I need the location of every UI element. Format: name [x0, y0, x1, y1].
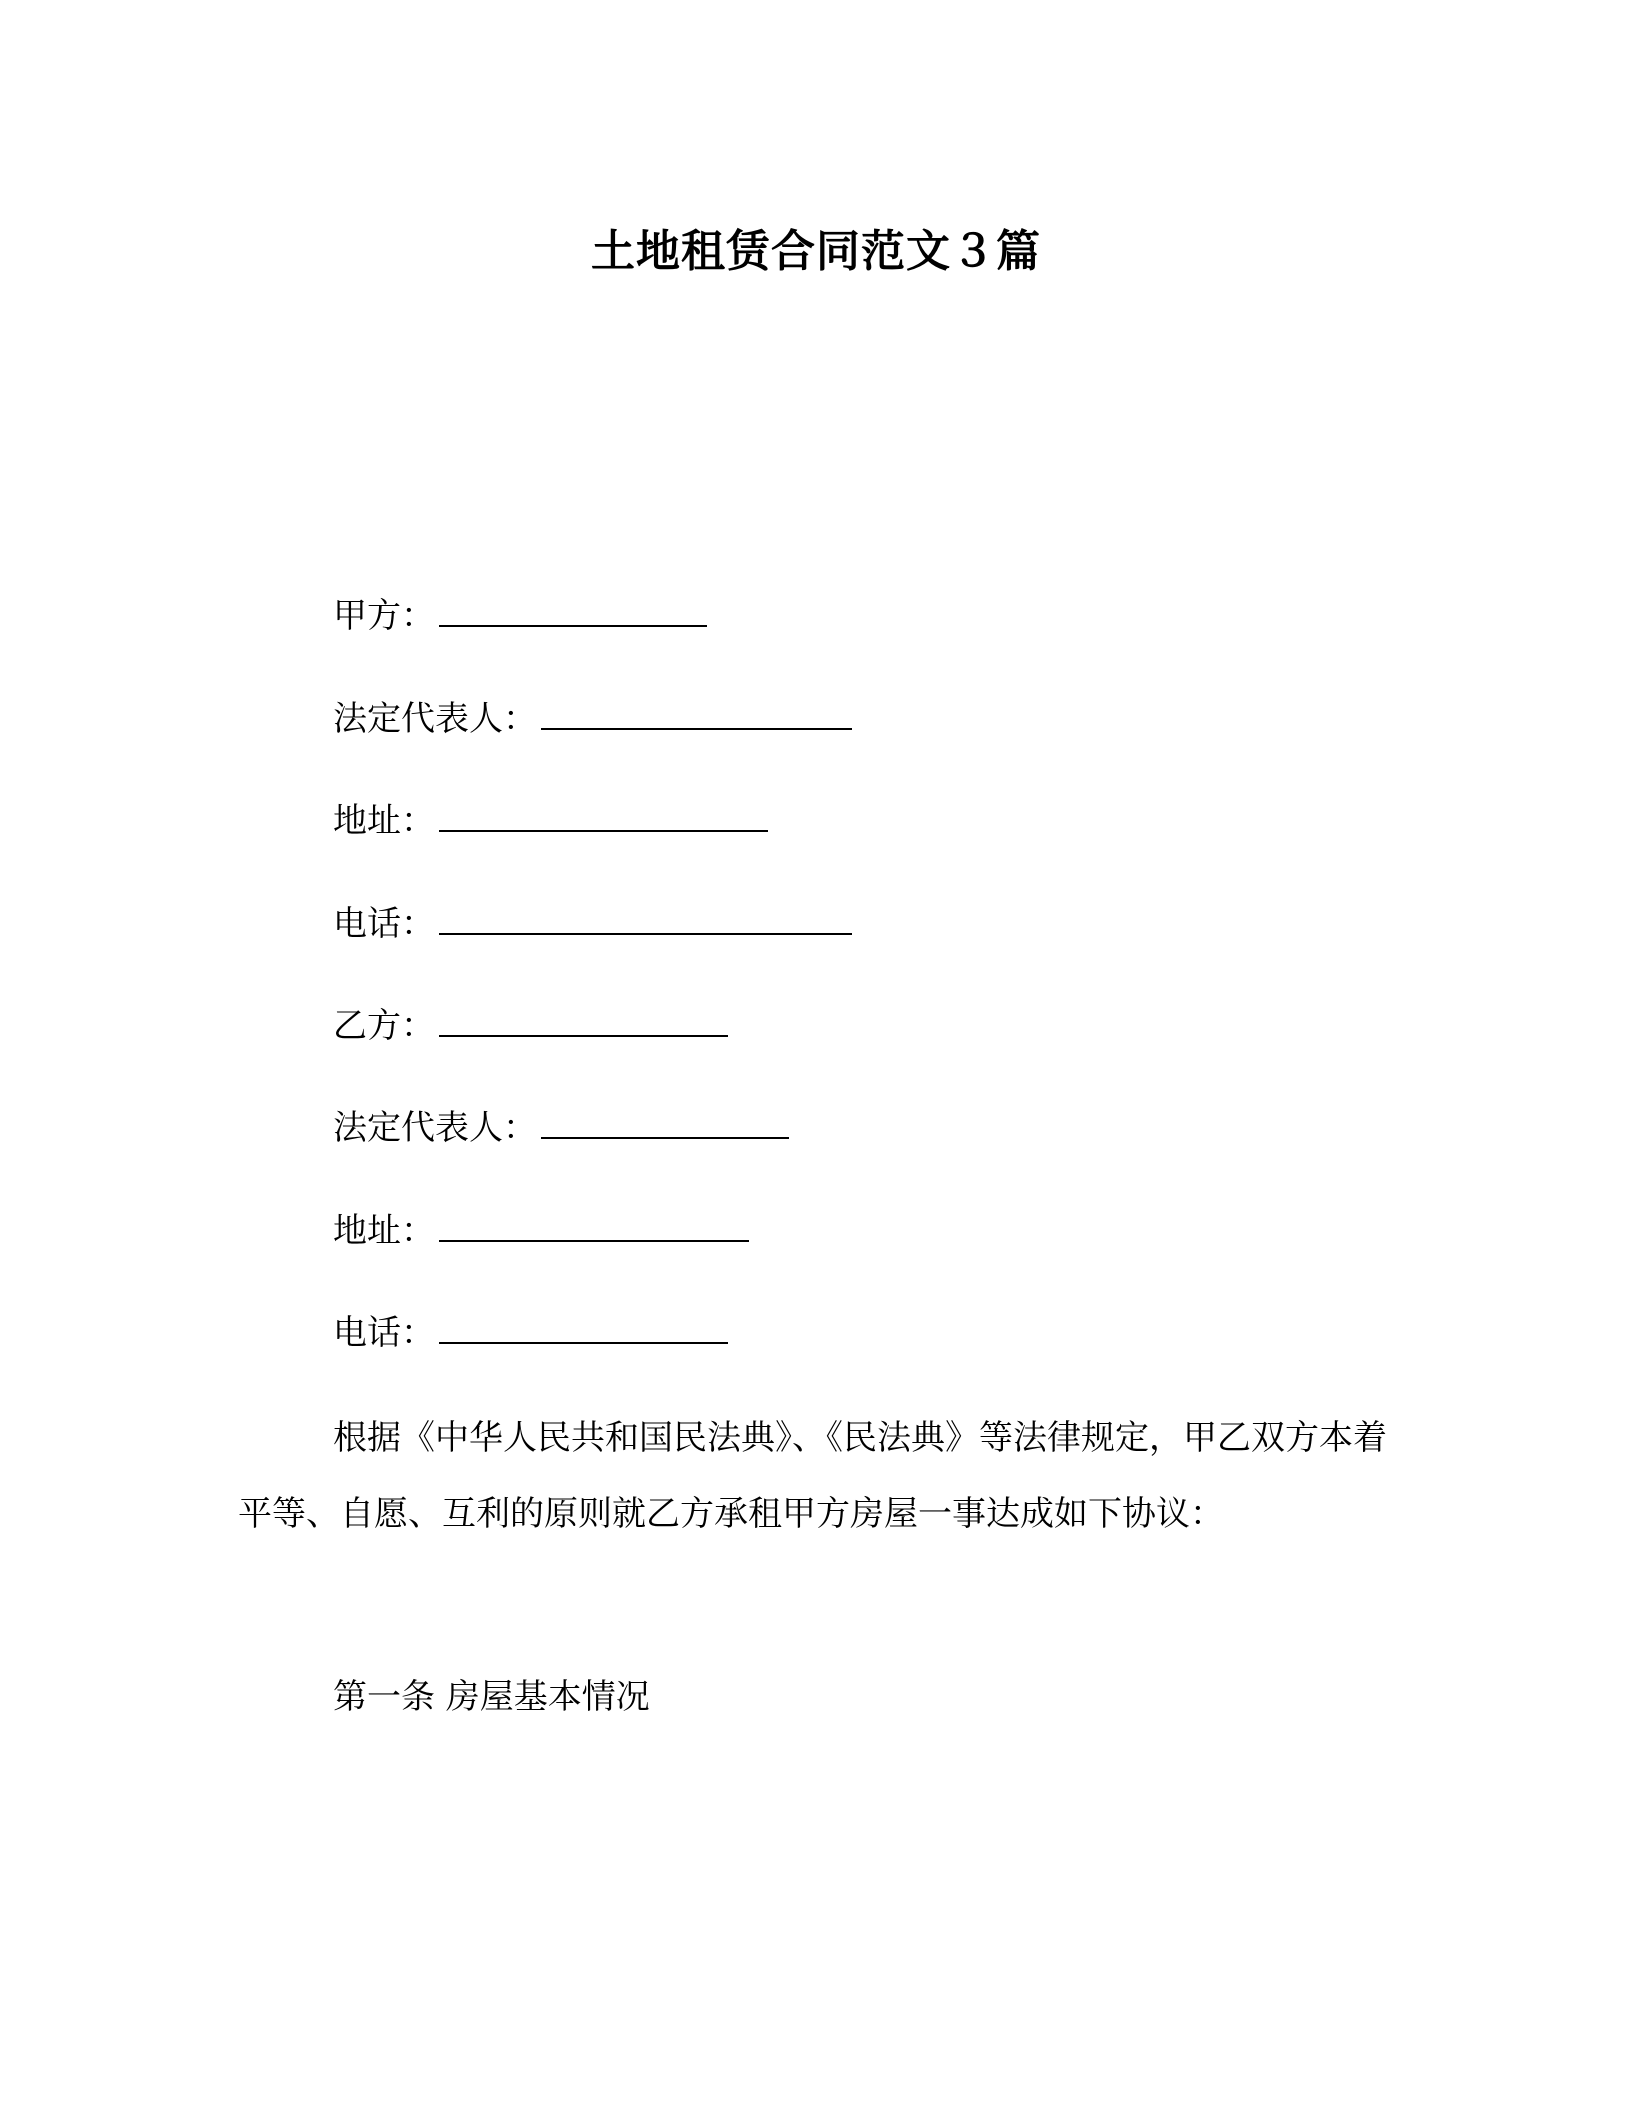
party-a-address-blank[interactable] [439, 800, 768, 832]
article-1-heading: 第一条 房屋基本情况 [333, 1677, 650, 1717]
party-a-phone-field [333, 902, 852, 946]
party-a-address-label: 地址： [333, 801, 435, 841]
party-a-address-field [333, 799, 768, 843]
party-a-phone-blank[interactable] [439, 903, 852, 935]
party-b-address-blank[interactable] [439, 1210, 749, 1242]
party-a-rep-label: 法定代表人： [333, 699, 537, 739]
party-a-name-blank[interactable] [439, 595, 707, 627]
party-b-rep-field [333, 1106, 789, 1150]
party-a-rep-blank[interactable] [541, 698, 852, 730]
document-title: 土地租赁合同范文３篇 [591, 226, 1041, 277]
party-b-phone-blank[interactable] [439, 1312, 728, 1344]
party-b-rep-label: 法定代表人： [333, 1108, 537, 1148]
intro-paragraph: 根据《中华人民共和国民法典》、《民法典》等法律规定，甲乙双方本着平等、自愿、互利的原则就乙方承租甲方房屋一事达成如下协议： [238, 1418, 1387, 1534]
party-a-name-field [333, 594, 707, 638]
party-b-name-label: 乙方： [333, 1006, 435, 1046]
party-b-phone-field [333, 1311, 728, 1355]
party-b-name-blank[interactable] [439, 1005, 728, 1037]
party-a-rep-field [333, 697, 852, 741]
party-b-phone-label: 电话： [333, 1313, 435, 1353]
party-b-address-field [333, 1209, 749, 1253]
party-b-address-label: 地址： [333, 1211, 435, 1251]
party-b-rep-blank[interactable] [541, 1107, 789, 1139]
party-a-phone-label: 电话： [333, 904, 435, 944]
party-a-name-label: 甲方： [333, 596, 435, 636]
party-b-name-field [333, 1004, 728, 1048]
